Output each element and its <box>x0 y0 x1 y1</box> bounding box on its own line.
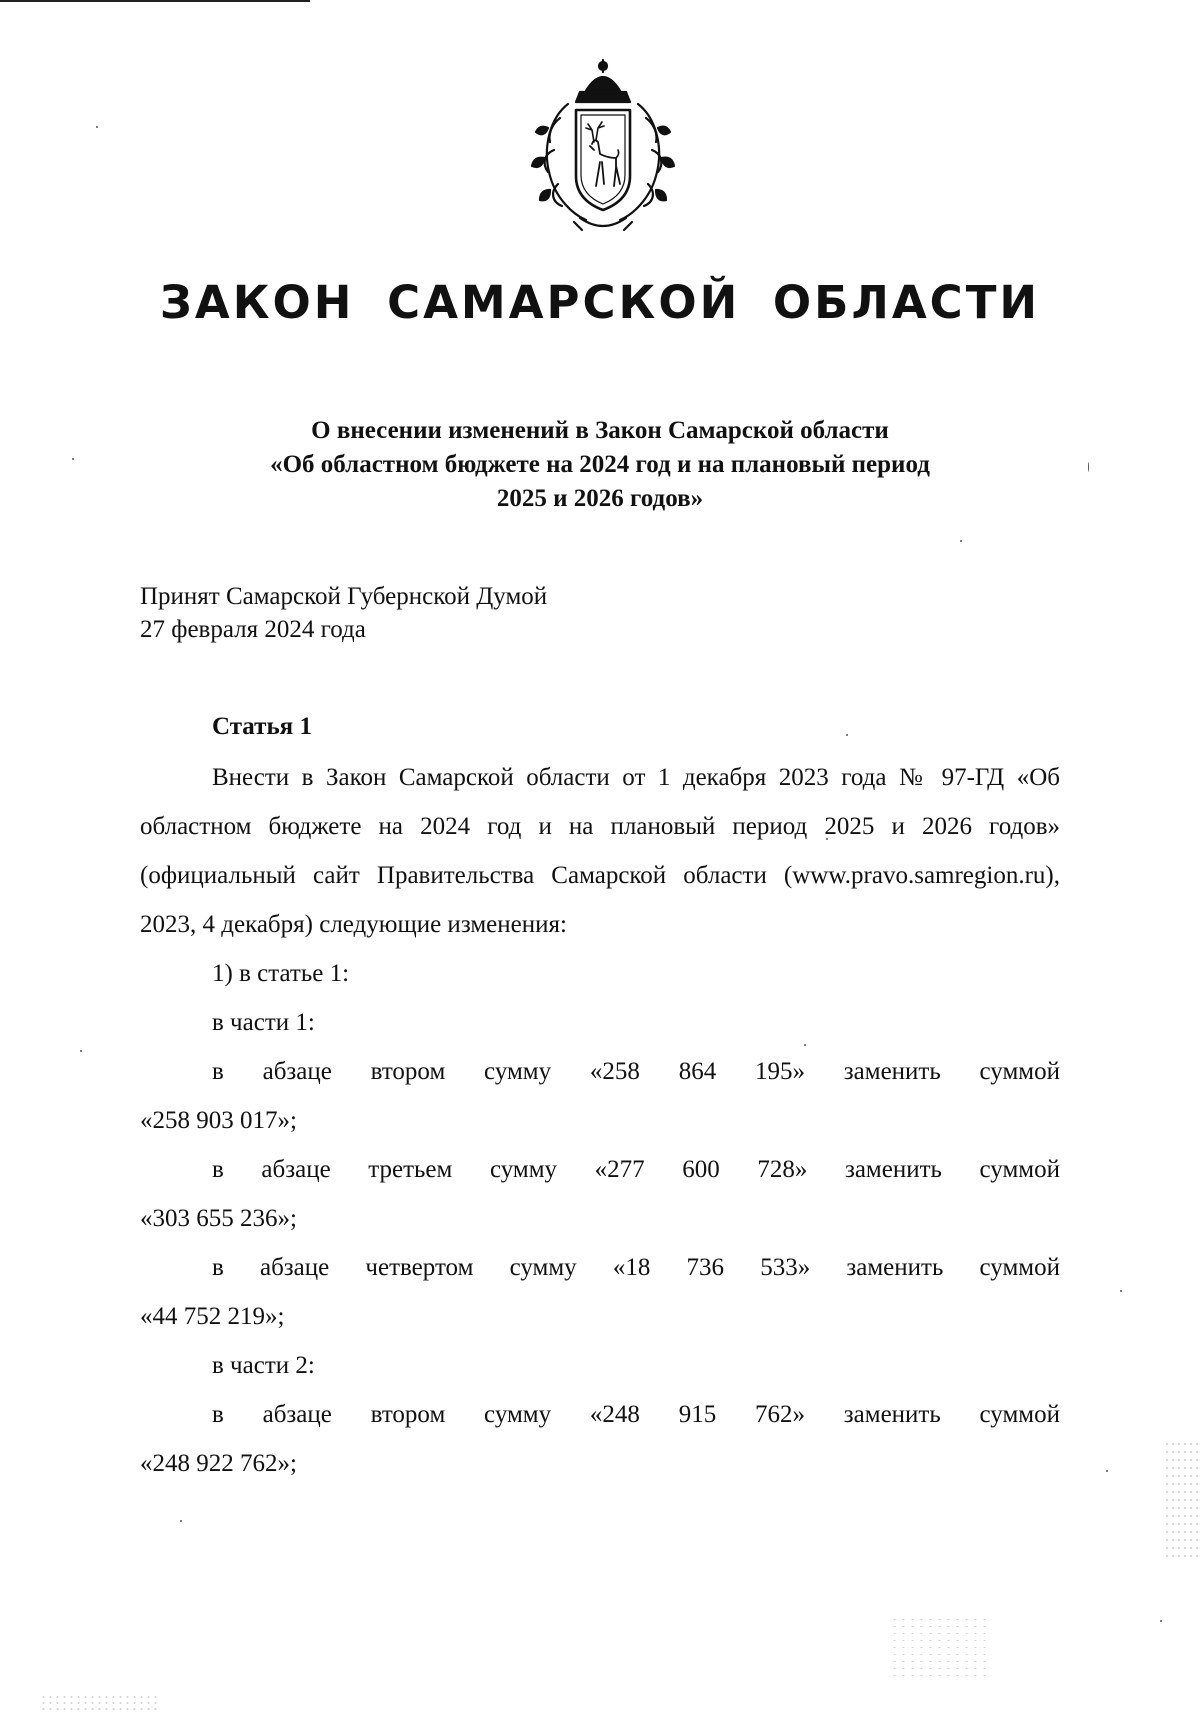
scan-speck <box>72 458 74 460</box>
scan-noise <box>890 1616 990 1676</box>
scan-speck <box>846 734 848 736</box>
scan-speck <box>960 540 962 542</box>
scan-speck <box>1088 462 1089 472</box>
amendment-change: в абзаце третьем сумму «277 600 728» заменить суммой <box>212 1156 1060 1183</box>
scan-speck <box>80 1050 82 1052</box>
scan-noise <box>1164 1440 1200 1560</box>
scan-speck <box>96 126 98 128</box>
adoption-note <box>140 580 547 646</box>
scan-speck <box>1160 1620 1162 1622</box>
amendment-change-value: «258 903 017»; <box>140 1107 297 1134</box>
law-heading: ЗАКОН САМАРСКОЙ ОБЛАСТИ <box>159 276 1041 329</box>
amendment-change-value: «44 752 219»; <box>140 1303 285 1330</box>
amendment-change: в абзаце втором сумму «248 915 762» заменить суммой <box>212 1401 1060 1428</box>
amendment-change: в абзаце втором сумму «258 864 195» заменить суммой <box>212 1058 1060 1085</box>
scan-speck <box>1120 1290 1122 1292</box>
law-title-line: «Об областном бюджете на 2024 год и на плановый период <box>270 451 930 478</box>
amendment-item: 1) в статье 1: <box>212 960 350 987</box>
coat-of-arms-emblem <box>528 58 678 238</box>
scan-speck <box>1106 1470 1108 1472</box>
amendment-item: в части 1: <box>212 1009 315 1036</box>
scan-edge-line <box>0 0 310 2</box>
law-title-line: О внесении изменений в Закон Самарской области <box>311 417 889 444</box>
law-title-line: 2025 и 2026 годов» <box>496 485 704 512</box>
adoption-date: 27 февраля 2024 года <box>140 616 366 643</box>
scan-speck <box>180 1520 182 1522</box>
intro-paragraph: Внести в Закон Самарской области от 1 декабря 2023 года № 97-ГД «Об областном бюджете на 2024 год и на плановый период 2025 и 2026 годов» (официальный сайт Правительства Самарской области (www.pravo.samregion.ru), 2023, 4 декабря) следующие изменения: <box>140 764 1060 938</box>
article-title: Статья 1 <box>212 713 312 740</box>
amendment-change: в абзаце четвертом сумму «18 736 533» заменить суммой <box>212 1254 1060 1281</box>
adoption-body: Принят Самарской Губернской Думой <box>140 583 548 610</box>
amendment-item: в части 2: <box>212 1352 315 1379</box>
amendment-change-value: «248 922 762»; <box>140 1450 297 1477</box>
amendment-change-value: «303 655 236»; <box>140 1205 297 1232</box>
scan-noise <box>40 1694 160 1712</box>
article-body <box>140 753 1060 1488</box>
law-title <box>150 414 1050 516</box>
